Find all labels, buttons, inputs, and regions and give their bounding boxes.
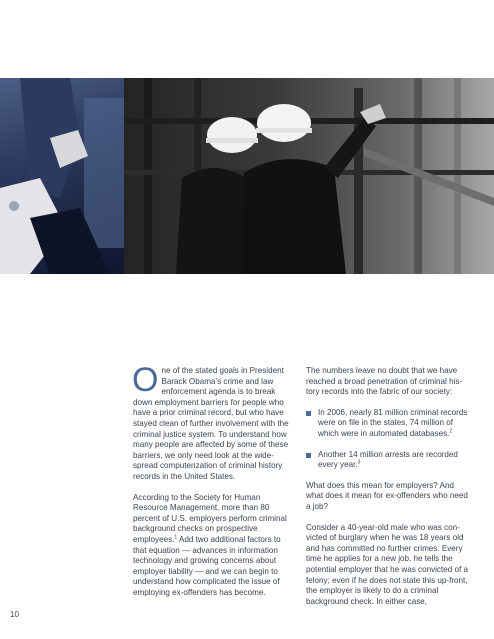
- bullet-arrests: [306, 450, 468, 471]
- article-column-right: [306, 366, 468, 607]
- example-paragraph: Consider a 40-year-old male who was con-victed of burglary when he was 18 years old and has committed no further crimes. Every time he applies for a new job, he tells the potential employer that he was convicted of a felony; even if he does not state this up-front, the employer is likely to do a criminal background check. In either case,: [306, 522, 468, 606]
- bullet-arrests-text: Another 14 million arrests are recorded every year.: [318, 449, 458, 470]
- intro-paragraph: [132, 361, 293, 483]
- bullet-records-text: In 2006, nearly 81 million criminal records were on file in the states, 74 million of which were in automated databases.: [318, 407, 468, 438]
- question-paragraph: What does this mean for employers? And what does it mean for ex-offenders who need a job?: [306, 480, 468, 511]
- hands-keyboard-photo: [0, 78, 124, 274]
- construction-workers-photo: [124, 78, 494, 274]
- intro-paragraph-text: ne of the stated goals in President Barack Obama’s crime and law enforcement agenda is to break down employment barriers for people who have a prior criminal record, but who have stayed clean of further involvement with the criminal justice system. To understand how many people are affected by some of these barriers, we only need look at the wide-spread computerization of criminal history records in the United States.: [133, 366, 289, 481]
- shrm-paragraph-text-a: According to the Society for Human Resource Management, more than 80 percent of U.S. employers perform criminal background checks on prospective employees.: [133, 492, 287, 544]
- shrm-paragraph: [133, 493, 293, 599]
- bullet-records: [306, 408, 468, 440]
- drop-cap: O: [132, 361, 159, 399]
- article-column-left: [132, 361, 293, 598]
- shrm-paragraph-text-b: Add two additional factors to that equation — advances in information technology and growing concerns about employer liability — and we can begin to understand how complicated the issue of employing ex-offenders has become.: [133, 534, 281, 597]
- header-photo-strip: [0, 78, 494, 274]
- footnote-ref-1: 1: [174, 534, 178, 541]
- numbers-paragraph: The numbers leave no doubt that we have reached a broad penetration of criminal his-tory records into the fabric of our society:: [306, 366, 463, 397]
- page-number: 10: [10, 610, 19, 619]
- footnote-ref-2: 2: [449, 428, 453, 435]
- footnote-ref-3: 3: [357, 459, 361, 466]
